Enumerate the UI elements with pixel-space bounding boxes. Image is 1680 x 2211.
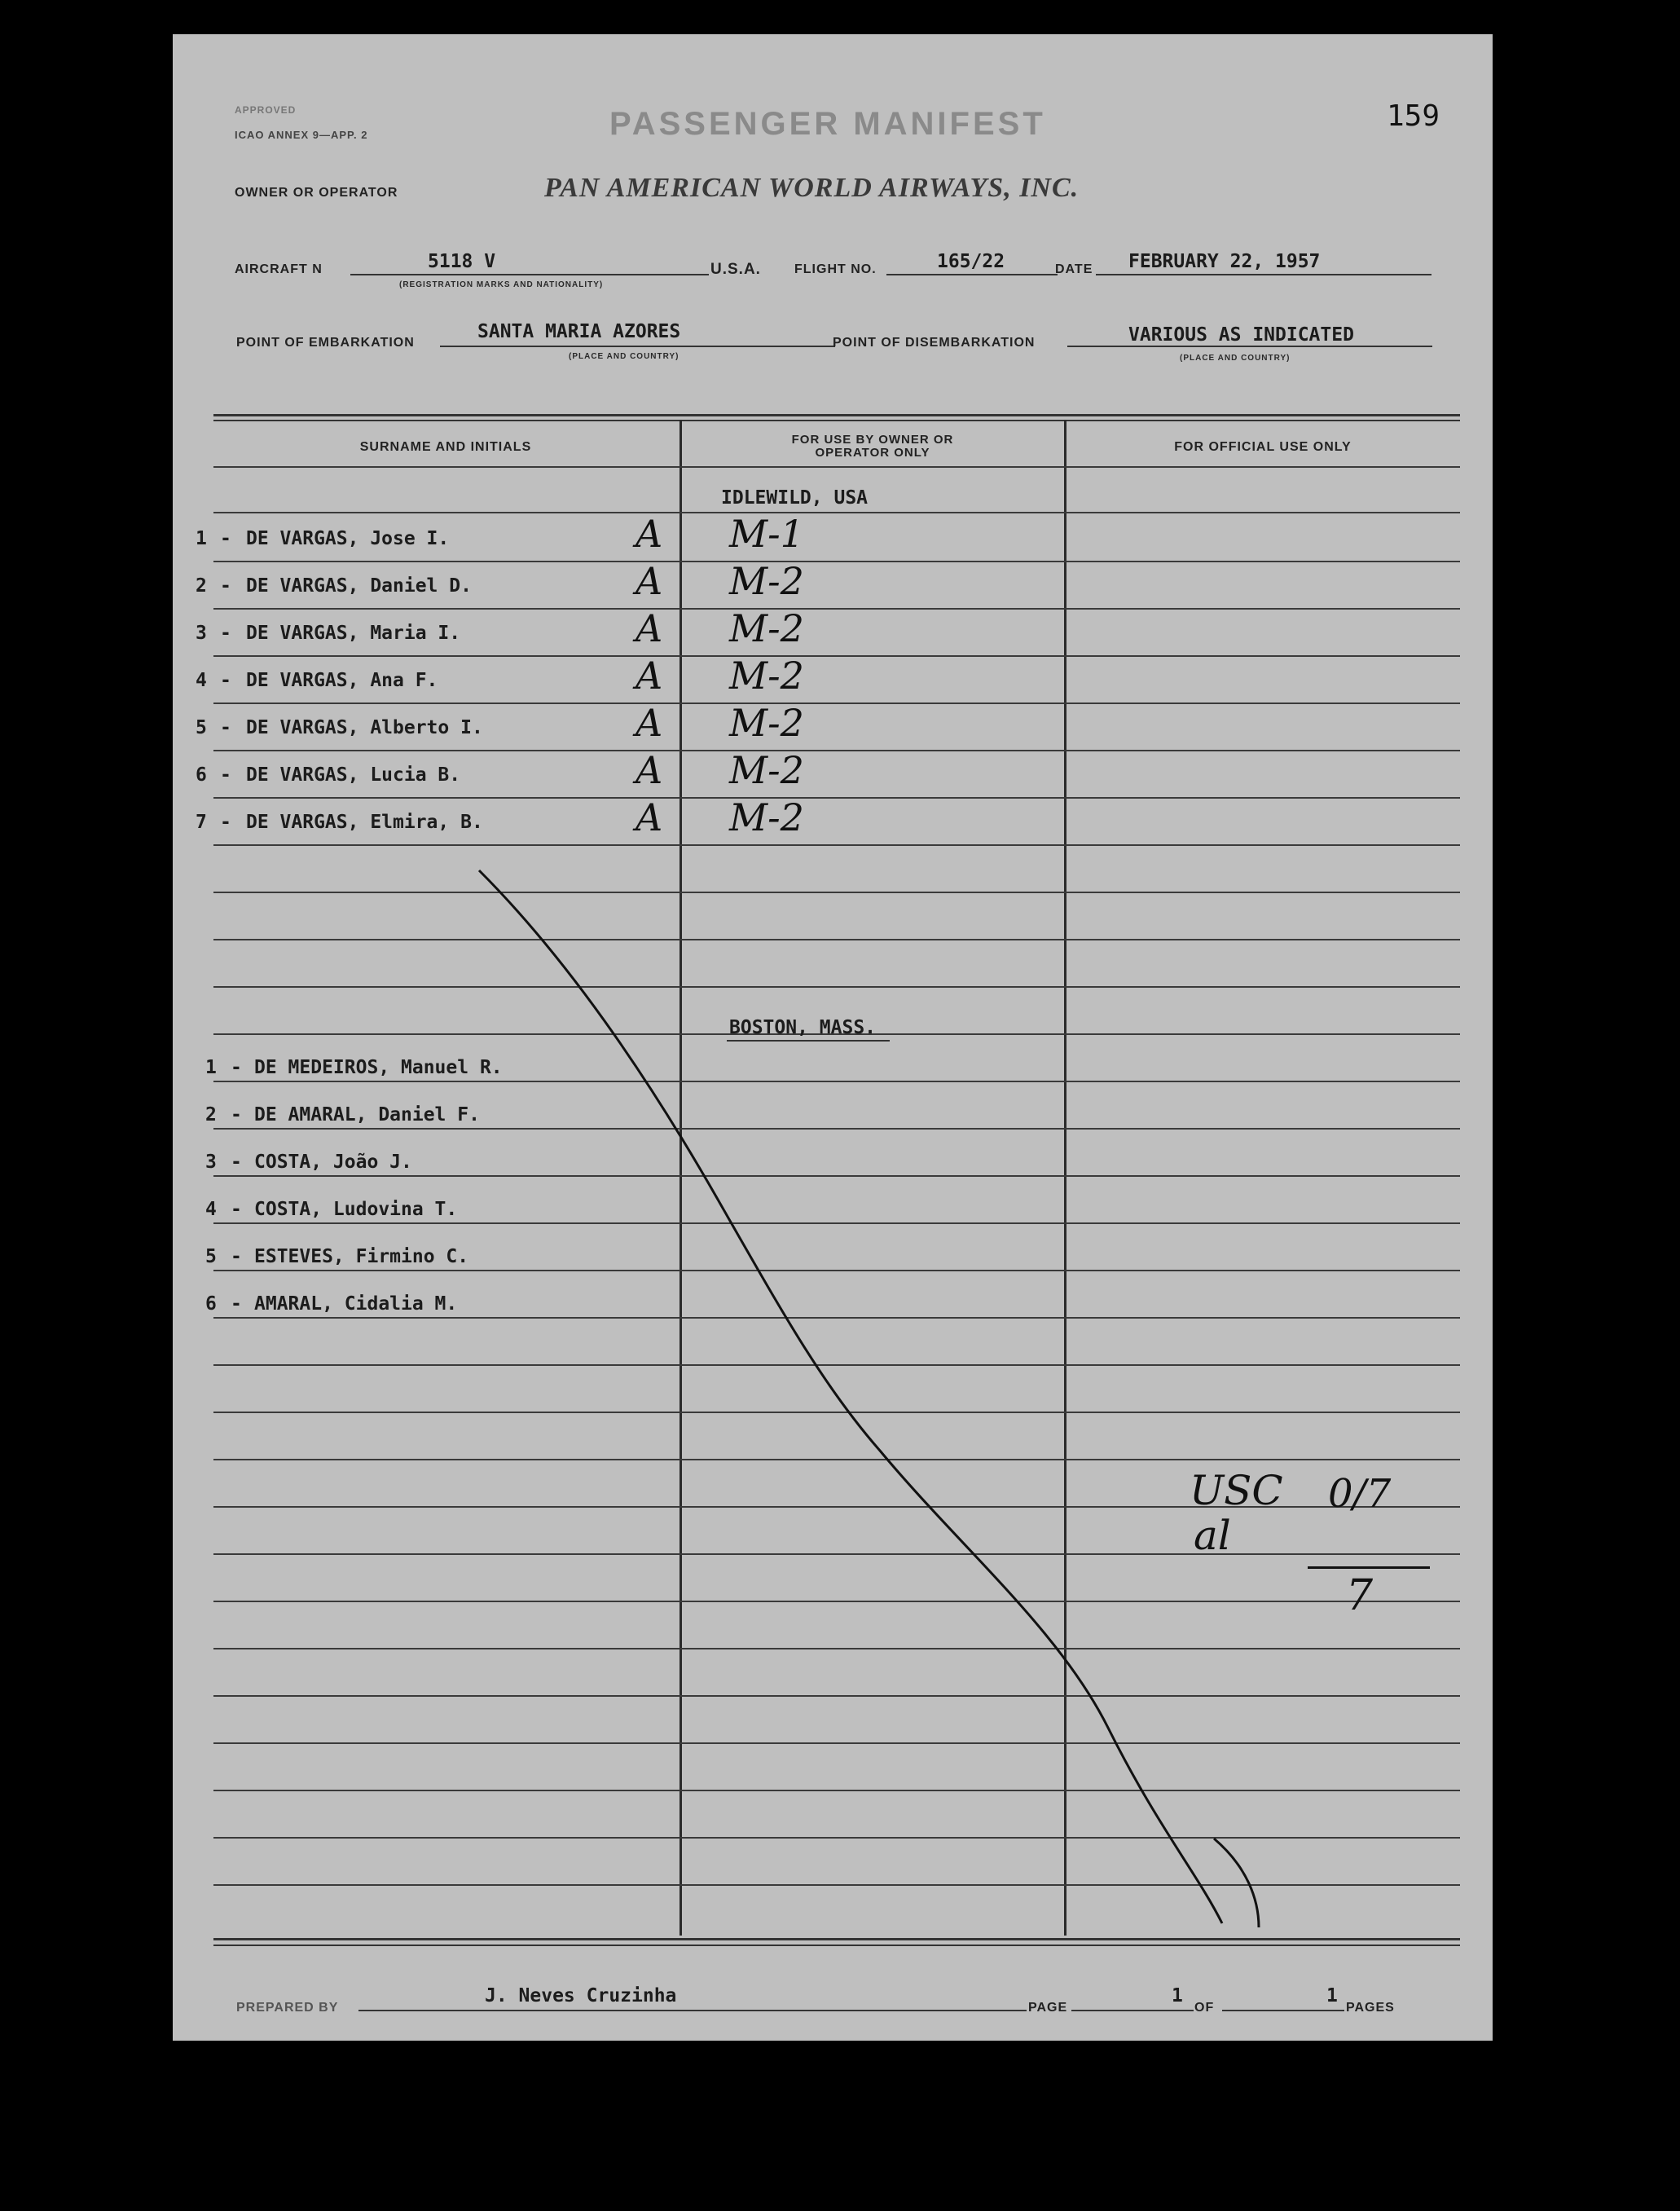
passenger-name: ESTEVES, Firmino C.	[254, 1246, 469, 1267]
page-number: 159	[1387, 99, 1440, 133]
usa-label: U.S.A.	[710, 261, 761, 278]
handwritten-code: M-2	[729, 748, 804, 792]
row-dash: -	[231, 1152, 242, 1173]
row-dash: -	[231, 1293, 242, 1315]
aircraft-value: 5118 V	[428, 251, 496, 272]
passenger-name: DE VARGAS, Maria I.	[246, 623, 461, 644]
row-dash: -	[231, 1246, 242, 1267]
prepared-label: PREPARED BY	[236, 2001, 339, 2015]
official-note-line1: USC	[1190, 1467, 1283, 1514]
approval-stamp-line1: APPROVED	[235, 104, 297, 116]
handwritten-code: M-2	[729, 559, 804, 603]
official-note-line2: al	[1194, 1512, 1231, 1559]
aircraft-sub: (REGISTRATION MARKS AND NATIONALITY)	[399, 280, 604, 289]
row-number: 4	[196, 670, 207, 691]
owner-label: OWNER OR OPERATOR	[235, 186, 398, 200]
passenger-name: COSTA, João J.	[254, 1152, 412, 1173]
row-number: 2	[196, 575, 207, 597]
table-bottom-rule	[213, 1938, 1460, 1940]
col-header-surname: SURNAME AND INITIALS	[359, 440, 532, 454]
row-dash: -	[220, 764, 231, 786]
row-number: 3	[205, 1152, 217, 1173]
passenger-name: DE VARGAS, Jose I.	[246, 528, 450, 549]
owner-value: PAN AMERICAN WORLD AIRWAYS, INC.	[544, 173, 1080, 203]
of-label: OF	[1194, 2001, 1215, 2015]
row-number: 6	[196, 764, 207, 786]
handwritten-code: M-2	[729, 795, 804, 839]
pages-label: PAGES	[1346, 2001, 1395, 2015]
embark-sub: (PLACE AND COUNTRY)	[569, 352, 679, 361]
handwritten-mark: A	[635, 512, 663, 556]
row-dash: -	[231, 1057, 242, 1078]
date-value: FEBRUARY 22, 1957	[1128, 251, 1321, 272]
passenger-name: AMARAL, Cidalia M.	[254, 1293, 458, 1315]
row-dash: -	[231, 1199, 242, 1220]
row-number: 1	[196, 528, 207, 549]
page-value: 1	[1172, 1985, 1183, 2006]
disembark-label: POINT OF DISEMBARKATION	[833, 336, 1036, 350]
row-dash: -	[220, 670, 231, 691]
page-title: PASSENGER MANIFEST	[609, 106, 1046, 142]
row-dash: -	[231, 1104, 242, 1125]
row-dash: -	[220, 575, 231, 597]
approval-stamp-line2: ICAO ANNEX 9—APP. 2	[235, 129, 368, 141]
passenger-name: DE AMARAL, Daniel F.	[254, 1104, 480, 1125]
passenger-name: COSTA, Ludovina T.	[254, 1199, 458, 1220]
embark-value: SANTA MARIA AZORES	[477, 321, 681, 342]
passenger-name: DE VARGAS, Elmira, B.	[246, 812, 483, 833]
handwritten-mark: A	[635, 795, 663, 839]
handwritten-code: M-1	[729, 512, 804, 556]
official-note-fraction-bar	[1308, 1566, 1430, 1569]
row-number: 2	[205, 1104, 217, 1125]
passenger-name: DE VARGAS, Ana F.	[246, 670, 438, 691]
flight-value: 165/22	[937, 251, 1005, 272]
row-number: 5	[205, 1246, 217, 1267]
flight-label: FLIGHT NO.	[794, 262, 877, 276]
handwritten-mark: A	[635, 606, 663, 650]
disembark-value: VARIOUS AS INDICATED	[1128, 324, 1354, 346]
section-idlewild-header: IDLEWILD, USA	[721, 487, 869, 509]
handwritten-mark: A	[635, 701, 663, 745]
handwritten-mark: A	[635, 654, 663, 698]
official-note-fraction-top: 0/7	[1328, 1471, 1392, 1517]
of-underline	[1222, 2010, 1344, 2011]
official-note-fraction-bottom: 7	[1346, 1571, 1374, 1620]
col-header-official: FOR OFFICIAL USE ONLY	[1174, 440, 1352, 454]
row-number: 5	[196, 717, 207, 738]
row-number: 1	[205, 1057, 217, 1078]
passenger-name: DE VARGAS, Alberto I.	[246, 717, 483, 738]
row-dash: -	[220, 812, 231, 833]
pages-value: 1	[1326, 1985, 1338, 2006]
table-bottom-rule-2	[213, 1945, 1460, 1946]
passenger-name: DE MEDEIROS, Manuel R.	[254, 1057, 503, 1078]
row-number: 4	[205, 1199, 217, 1220]
row-number: 7	[196, 812, 207, 833]
date-label: DATE	[1055, 262, 1093, 276]
page-underline	[1071, 2010, 1194, 2011]
row-dash: -	[220, 717, 231, 738]
section-boston-header: BOSTON, MASS.	[729, 1017, 877, 1038]
prepared-value: J. Neves Cruzinha	[485, 1985, 677, 2006]
prepared-underline	[358, 2010, 1027, 2011]
embark-label: POINT OF EMBARKATION	[236, 336, 415, 350]
col-header-operator: FOR USE BY OWNER OR OPERATOR ONLY	[791, 433, 954, 460]
row-number: 3	[196, 623, 207, 644]
handwritten-code: M-2	[729, 701, 804, 745]
passenger-name: DE VARGAS, Daniel D.	[246, 575, 472, 597]
passenger-name: DE VARGAS, Lucia B.	[246, 764, 461, 786]
row-dash: -	[220, 623, 231, 644]
row-number: 6	[205, 1293, 217, 1315]
handwritten-code: M-2	[729, 606, 804, 650]
disembark-sub: (PLACE AND COUNTRY)	[1180, 354, 1291, 363]
handwritten-code: M-2	[729, 654, 804, 698]
aircraft-label: AIRCRAFT N	[235, 262, 323, 276]
page-label: PAGE	[1028, 2001, 1068, 2015]
handwritten-mark: A	[635, 748, 663, 792]
handwritten-mark: A	[635, 559, 663, 603]
row-dash: -	[220, 528, 231, 549]
